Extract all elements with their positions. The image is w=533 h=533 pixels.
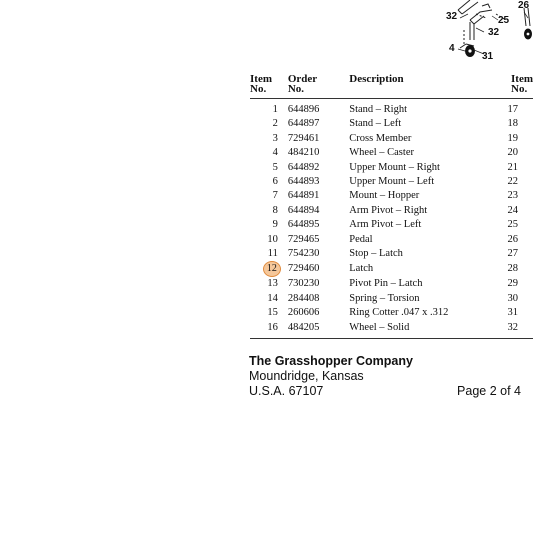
company-city: Moundridge, Kansas — [249, 369, 364, 383]
cell-order-no: 729465 — [287, 233, 320, 245]
table-header-row — [250, 74, 533, 99]
cell-description: Spring – Torsion — [349, 292, 420, 304]
cell-item-no: 13 — [267, 278, 278, 290]
cell-description: Arm Pivot – Right — [349, 204, 428, 216]
cell-item-no: 16 — [250, 321, 278, 339]
cell-item-no: 9 — [272, 219, 278, 231]
cell-next-item-no: 18 — [507, 118, 518, 130]
cell-description: Upper Mount – Left — [349, 176, 435, 188]
table-row — [250, 233, 533, 247]
cell-next-item-no: 28 — [507, 263, 518, 275]
cell-next-item-no: 24 — [507, 204, 518, 216]
callout-26: 26 — [518, 0, 530, 11]
cell-next-item-no: 30 — [507, 292, 518, 304]
cell-order-no: 644897 — [287, 118, 320, 130]
cell-order-no: 644895 — [287, 219, 320, 231]
cell-description: Stop – Latch — [349, 248, 403, 260]
header-order-no-label: No. — [287, 83, 305, 95]
cell-order-no: 729460 — [287, 263, 320, 275]
cell-item-no: 4 — [272, 147, 278, 159]
table-row — [250, 132, 533, 146]
table-row — [250, 161, 533, 175]
header-description-label: Description — [349, 73, 404, 85]
table-row — [250, 175, 533, 189]
callout-25: 25 — [498, 15, 510, 26]
cell-item-no: 6 — [272, 176, 278, 188]
table-row — [250, 146, 533, 160]
header-next-item-label: Item — [511, 73, 533, 85]
cell-item-no — [250, 261, 278, 277]
page-number: Page 2 of 4 — [457, 384, 521, 398]
cell-next-item-no: 20 — [507, 147, 518, 159]
table-row — [250, 117, 533, 131]
cell-next-item-no: 32 — [498, 321, 533, 339]
header-description — [342, 74, 498, 99]
cell-order-no: 644896 — [287, 104, 320, 115]
table-body — [250, 99, 533, 339]
table-row — [250, 247, 533, 261]
company-country-zip: U.S.A. 67107 — [249, 384, 324, 398]
cell-description: Pedal — [349, 233, 373, 245]
cell-next-item-no: 23 — [507, 190, 518, 202]
cell-order-no: 644894 — [287, 204, 320, 216]
cell-next-item-no: 22 — [507, 176, 518, 188]
table-row — [250, 99, 533, 118]
company-name: The Grasshopper Company — [249, 354, 413, 368]
cell-next-item-no: 21 — [507, 161, 518, 173]
cell-item-no: 14 — [267, 292, 278, 304]
cell-item-no: 7 — [272, 190, 278, 202]
cell-item-no: 2 — [272, 118, 278, 130]
cell-item-no: 11 — [267, 248, 278, 260]
cell-description: Mount – Hopper — [349, 190, 420, 202]
cell-order-no: 484205 — [278, 321, 342, 339]
table-row — [250, 321, 533, 339]
cell-next-item-no: 25 — [507, 219, 518, 231]
cell-item-no: 8 — [272, 204, 278, 216]
table-row — [250, 204, 533, 218]
highlighted-item-marker: 12 — [263, 261, 281, 277]
cell-item-no: 10 — [267, 233, 278, 245]
table-row — [250, 306, 533, 320]
cell-description: Cross Member — [349, 132, 412, 144]
header-item-no — [250, 74, 278, 99]
cell-order-no: 644893 — [287, 176, 320, 188]
header-item-label: Item — [250, 73, 272, 85]
cell-order-no: 644892 — [287, 161, 320, 173]
callout-4: 4 — [449, 43, 455, 54]
cell-next-item-no: 26 — [507, 233, 518, 245]
cell-description: Arm Pivot – Left — [349, 219, 422, 231]
cell-description: Wheel – Solid — [342, 321, 498, 339]
cell-order-no: 729461 — [287, 132, 320, 144]
table-row — [250, 261, 533, 277]
cell-order-no: 484210 — [287, 147, 320, 159]
table-row — [250, 292, 533, 306]
table-row — [250, 218, 533, 232]
cell-next-item-no: 29 — [507, 278, 518, 290]
cell-order-no: 754230 — [287, 248, 320, 260]
cell-order-no: 730230 — [287, 278, 320, 290]
cell-description: Upper Mount – Right — [349, 161, 440, 173]
table-row — [250, 189, 533, 203]
cell-item-no: 1 — [272, 104, 278, 115]
cell-description: Stand – Left — [349, 118, 402, 130]
cell-item-no: 15 — [267, 307, 278, 319]
cell-next-item-no: 17 — [507, 104, 518, 115]
cell-order-no: 284408 — [287, 292, 320, 304]
callout-31: 31 — [482, 51, 494, 62]
cell-description: Wheel – Caster — [349, 147, 414, 159]
cell-description: Latch — [349, 263, 374, 275]
header-item-no-label: No. — [250, 83, 267, 95]
parts-list-table — [250, 74, 533, 339]
cell-order-no: 644891 — [287, 190, 320, 202]
cell-item-no: 3 — [272, 132, 278, 144]
cell-next-item-no: 27 — [507, 248, 518, 260]
cell-next-item-no: 31 — [507, 307, 518, 319]
callout-32-lower: 32 — [488, 27, 500, 38]
header-next-item-no — [498, 74, 533, 99]
header-order-no — [278, 74, 342, 99]
callout-32-upper: 32 — [446, 11, 458, 22]
cell-description: Pivot Pin – Latch — [349, 278, 423, 290]
cell-order-no: 260606 — [287, 307, 320, 319]
header-order-label: Order — [287, 73, 318, 85]
cell-description: Ring Cotter .047 x .312 — [349, 307, 449, 319]
cell-description: Stand – Right — [349, 104, 408, 115]
cell-next-item-no: 19 — [507, 132, 518, 144]
table-row — [250, 277, 533, 291]
company-block — [249, 354, 521, 399]
cell-item-no: 5 — [272, 161, 278, 173]
parts-diagram — [440, 0, 533, 68]
header-next-item-no-label: No. — [511, 83, 528, 95]
